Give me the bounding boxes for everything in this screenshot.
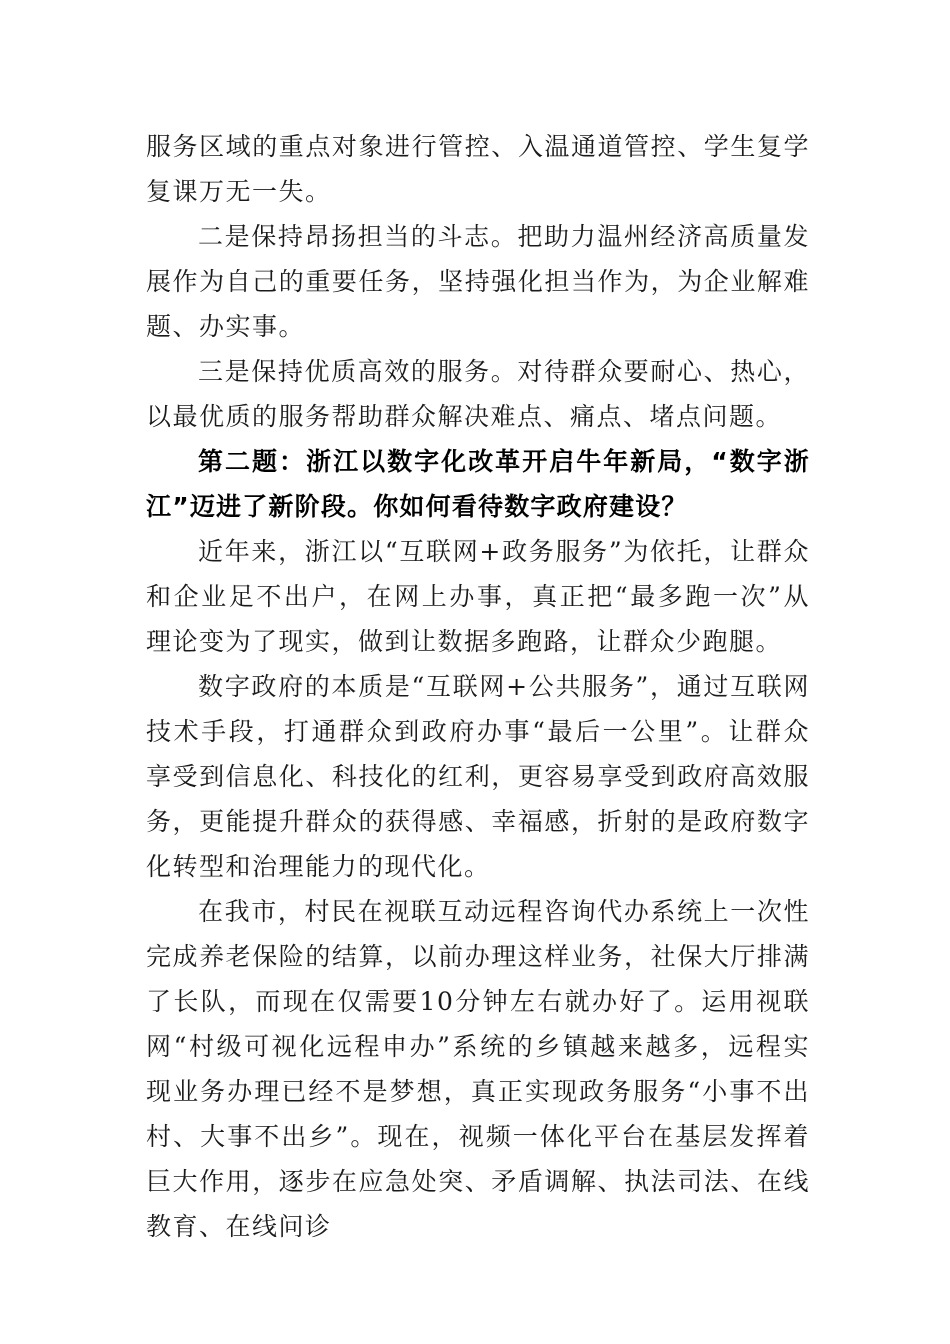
question-two-heading: 第二题：浙江以数字化改革开启牛年新局，“数字浙江”迈进了新阶段。你如何看待数字政府建设？ xyxy=(146,447,810,521)
paragraph-point-three: 三是保持优质高效的服务。对待群众要耐心、热心，以最优质的服务帮助群众解决难点、痛点、堵点问题。 xyxy=(146,357,810,431)
continued-paragraph: 服务区域的重点对象进行管控、入温通道管控、学生复学复课万无一失。 xyxy=(146,132,810,206)
answer-paragraph-essence: 数字政府的本质是“互联网+公共服务”，通过互联网技术手段，打通群众到政府办事“最后一公里”。让群众享受到信息化、科技化的红利，更容易享受到政府高效服务，更能提升群众的获得感、幸福感，折射的是政府数字化转型和治理能力的现代化。 xyxy=(146,672,810,881)
answer-paragraph-intro: 近年来，浙江以“互联网+政务服务”为依托，让群众和企业足不出户，在网上办事，真正把“最多跑一次”从理论变为了现实，做到让数据多跑路，让群众少跑腿。 xyxy=(146,537,810,656)
document-body xyxy=(146,124,810,1249)
answer-paragraph-example: 在我市，村民在视联互动远程咨询代办系统上一次性完成养老保险的结算，以前办理这样业务，社保大厅排满了长队，而现在仅需要10分钟左右就办好了。运用视联网“村级可视化远程申办”系统的乡镇越来越多，远程实现业务办理已经不是梦想，真正实现政务服务“小事不出村、大事不出乡”。现在，视频一体化平台在基层发挥着巨大作用，逐步在应急处突、矛盾调解、执法司法、在线教育、在线问诊 xyxy=(146,897,810,1241)
paragraph-point-two: 二是保持昂扬担当的斗志。把助力温州经济高质量发展作为自己的重要任务，坚持强化担当作为，为企业解难题、办实事。 xyxy=(146,222,810,341)
